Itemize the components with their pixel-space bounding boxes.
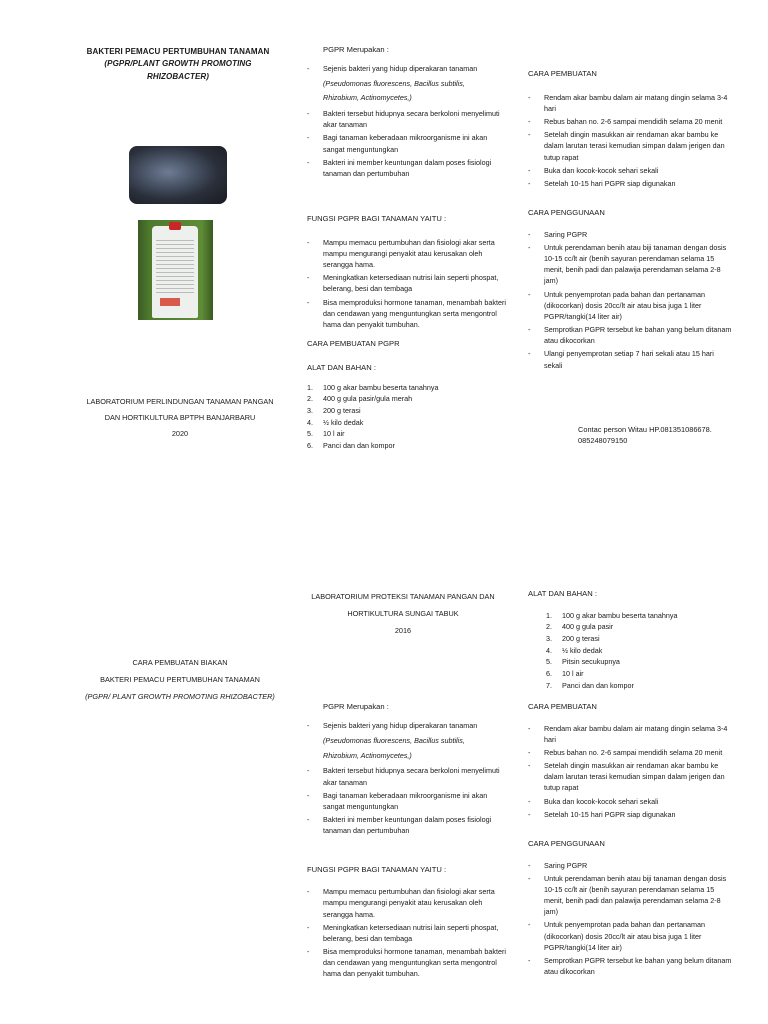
list-item: - Mampu memacu pertumbuhan dan fisiologi akar serta mampu mengurangi penyakit atau kerusakan oleh serangga hama. xyxy=(307,237,507,270)
list-item: - Meningkatkan ketersediaan nutrisi lain seperti phospat, belerang, besi dan tembaga xyxy=(307,272,507,294)
bottom-lab-year: 2016 xyxy=(394,626,412,636)
top-alat-heading: ALAT DAN BAHAN : xyxy=(307,362,376,372)
list-item: - Setelah 10-15 hari PGPR siap digunakan xyxy=(528,809,733,820)
bottom-fungsi-heading: FUNGSI PGPR BAGI TANAMAN YAITU : xyxy=(307,865,447,875)
bottom-lab-line1: LABORATORIUM PROTEKSI TANAMAN PANGAN DAN xyxy=(311,592,495,601)
list-item: - Saring PGPR xyxy=(528,860,733,871)
bottom-title-line2: (PGPR/ PLANT GROWTH PROMOTING RHIZOBACTER) xyxy=(85,692,275,702)
list-item: - Ulangi penyemprotan setiap 7 hari sekali atau 15 hari sekali xyxy=(528,348,733,370)
bottom-cara-list xyxy=(528,723,733,820)
list-item: - Bakteri ini member keuntungan dalam poses fisiologi tanaman dan pertumbuhan xyxy=(307,814,510,836)
top-title-line2: (PGPR/PLANT GROWTH PROMOTING xyxy=(104,59,252,69)
top-alat-list xyxy=(307,382,507,451)
top-lab-line2: DAN HORTIKULTURA BPTPH BANJARBARU xyxy=(104,413,256,423)
list-item: - Rendam akar bambu dalam air matang dingin selama 3-4 hari xyxy=(528,723,733,745)
list-item: 5. Pitsin secukupnya xyxy=(546,657,620,667)
list-item: - Bakteri tersebut hidupnya secara berkoloni menyelimuti akar tanaman xyxy=(307,765,510,787)
list-item: - Bakteri ini member keuntungan dalam poses fisiologi tanaman dan pertumbuhan xyxy=(307,157,507,179)
list-item: 2. 400 g gula pasir xyxy=(546,622,614,632)
bottom-middle-column xyxy=(296,588,510,981)
top-title-block xyxy=(68,46,288,83)
list-item: - Untuk perendaman benih atau biji tanaman dengan dosis 10-15 cc/lt air (benih sayuran perendaman selama 15 menit, benih padi dan palawija perendaman selama 2-8 jam) xyxy=(528,242,733,287)
list-item: 6. Panci dan dan kompor xyxy=(307,440,395,450)
bottom-pgpr-list xyxy=(307,719,510,836)
list-item: - Bisa memproduksi hormone tanaman, menambah bakteri dan cendawan yang menguntungkan serta mengontrol hama dan penyakit tumbuhan. xyxy=(307,297,507,330)
list-item: - Buka dan kocok-kocok sehari sekali xyxy=(528,796,733,807)
list-item: - Setelah dingin masukkan air rendaman akar bambu ke dalam larutan terasi kemudian simpan dalam jerigen dan tutup rapat xyxy=(528,129,733,162)
list-item: - Rebus bahan no. 2-6 sampai mendidih selama 20 menit xyxy=(528,116,733,127)
list-item: - Buka dan kocok-kocok sehari sekali xyxy=(528,165,733,176)
list-item: - Bakteri tersebut hidupnya secara berkoloni menyelimuti akar tanaman xyxy=(307,108,507,130)
contact-line1: Contac person Witau HP.081351086678. xyxy=(578,425,712,434)
bottom-lab-line2: HORTIKULTURA SUNGAI TABUK xyxy=(347,609,459,619)
list-item: - Untuk perendaman benih atau biji tanaman dengan dosis 10-15 cc/lt air (benih sayuran perendaman selama 15 menit, benih padi dan palawija perendaman selama 2-8 jam) xyxy=(528,873,733,918)
list-item: - Mampu memacu pertumbuhan dan fisiologi akar serta mampu mengurangi penyakit atau kerusakan oleh serangga hama. xyxy=(307,886,510,919)
bottom-cara-heading: CARA PEMBUATAN xyxy=(528,701,597,711)
rhizobacteria-photo xyxy=(129,146,227,204)
list-item: 3. 200 g terasi xyxy=(307,405,361,415)
top-title-line3: RHIZOBACTER) xyxy=(146,71,210,81)
top-title-line1: BAKTERI PEMACU PERTUMBUHAN TANAMAN xyxy=(86,47,270,56)
bottom-title-block xyxy=(60,654,300,705)
contact-line2: 085248079150 xyxy=(578,436,628,446)
bottom-lab-block xyxy=(296,588,510,639)
bottom-alat-list xyxy=(528,610,733,691)
list-item: - Saring PGPR xyxy=(528,229,733,240)
bottom-fungsi-list xyxy=(307,886,510,979)
top-cara-heading: CARA PEMBUATAN xyxy=(528,69,597,78)
list-item: - Bagi tanaman keberadaan mikroorganisme ini akan sangat menguntungkan xyxy=(307,132,507,154)
pgpr-bottle-photo xyxy=(138,220,213,320)
list-item: - Semprotkan PGPR tersebut ke bahan yang belum ditanam atau dikocorkan xyxy=(528,955,733,977)
list-item: 4. ½ kilo dedak xyxy=(307,417,364,427)
top-pgpr-list xyxy=(307,62,507,179)
top-middle-column xyxy=(307,44,507,451)
list-item: - Untuk penyemprotan pada bahan dan pertanaman (dikocorkan) dosis 20cc/lt air atau bisa juga 1 liter PGPR/tangki(14 liter air) xyxy=(528,919,733,952)
list-item: 7. Panci dan dan kompor xyxy=(546,680,634,690)
list-item: - Setelah 10-15 hari PGPR siap digunakan xyxy=(528,178,733,189)
top-right-column xyxy=(528,68,733,373)
bottom-right-column xyxy=(528,588,733,979)
bottom-alat-heading: ALAT DAN BAHAN : xyxy=(528,589,597,598)
contact-block xyxy=(578,424,758,447)
list-item: - Untuk penyemprotan pada bahan dan pertanaman (dikocorkan) dosis 20cc/lt air atau bisa juga 1 liter PGPR/tangki(14 liter air) xyxy=(528,289,733,322)
top-guna-list xyxy=(528,229,733,371)
list-item: - Bagi tanaman keberadaan mikroorganisme ini akan sangat menguntungkan xyxy=(307,790,510,812)
list-item: - Bisa memproduksi hormone tanaman, menambah bakteri dan cendawan yang menguntungkan serta mengontrol hama dan penyakit tumbuhan. xyxy=(307,946,510,979)
list-item: 6. 10 l air xyxy=(546,669,584,679)
list-item: - Semprotkan PGPR tersebut ke bahan yang belum ditanam atau dikocorkan xyxy=(528,324,733,346)
list-item: 1. 100 g akar bambu beserta tanahnya xyxy=(307,382,439,392)
list-item: - Rebus bahan no. 2-6 sampai mendidih selama 20 menit xyxy=(528,747,733,758)
top-pgpr-heading: PGPR Merupakan : xyxy=(323,45,389,54)
bottom-title-line1: BAKTERI PEMACU PERTUMBUHAN TANAMAN xyxy=(100,675,260,685)
top-guna-heading: CARA PENGGUNAAN xyxy=(528,208,605,218)
bottom-pgpr-heading: PGPR Merupakan : xyxy=(323,702,389,712)
list-item: 2. 400 g gula pasir/gula merah xyxy=(307,394,413,404)
list-item: 1. 100 g akar bambu beserta tanahnya xyxy=(546,610,678,620)
list-item: - Sejenis bakteri yang hidup diperakaran tanaman (Pseudomonas fluorescens, Bacillus subtilis, Rhizobium, Actinomycetes,) xyxy=(307,719,510,763)
list-item: - Meningkatkan ketersediaan nutrisi lain seperti phospat, belerang, besi dan tembaga xyxy=(307,922,510,944)
top-fungsi-heading: FUNGSI PGPR BAGI TANAMAN YAITU : xyxy=(307,214,447,223)
list-item: - Setelah dingin masukkan air rendaman akar bambu ke dalam larutan terasi kemudian simpan dalam jerigen dan tutup rapat xyxy=(528,760,733,793)
list-item: - Sejenis bakteri yang hidup diperakaran tanaman (Pseudomonas fluorescens, Bacillus subtilis, Rhizobium, Actinomycetes,) xyxy=(307,62,507,106)
list-item: 3. 200 g terasi xyxy=(546,634,600,644)
list-item: 4. ½ kilo dedak xyxy=(546,645,603,655)
top-lab-block xyxy=(60,394,300,442)
top-cara-list xyxy=(528,92,733,189)
list-item: 5. 10 l air xyxy=(307,429,345,439)
top-fungsi-list xyxy=(307,237,507,330)
bottom-guna-heading: CARA PENGGUNAAN xyxy=(528,838,605,848)
bottom-cara-biakan: CARA PEMBUATAN BIAKAN xyxy=(132,658,228,667)
bottom-guna-list xyxy=(528,860,733,978)
top-lab-line1: LABORATORIUM PERLINDUNGAN TANAMAN PANGAN xyxy=(86,397,274,406)
list-item: - Rendam akar bambu dalam air matang dingin selama 3-4 hari xyxy=(528,92,733,114)
top-cara-pgpr-heading: CARA PEMBUATAN PGPR xyxy=(307,339,400,349)
top-lab-year: 2020 xyxy=(171,429,189,439)
